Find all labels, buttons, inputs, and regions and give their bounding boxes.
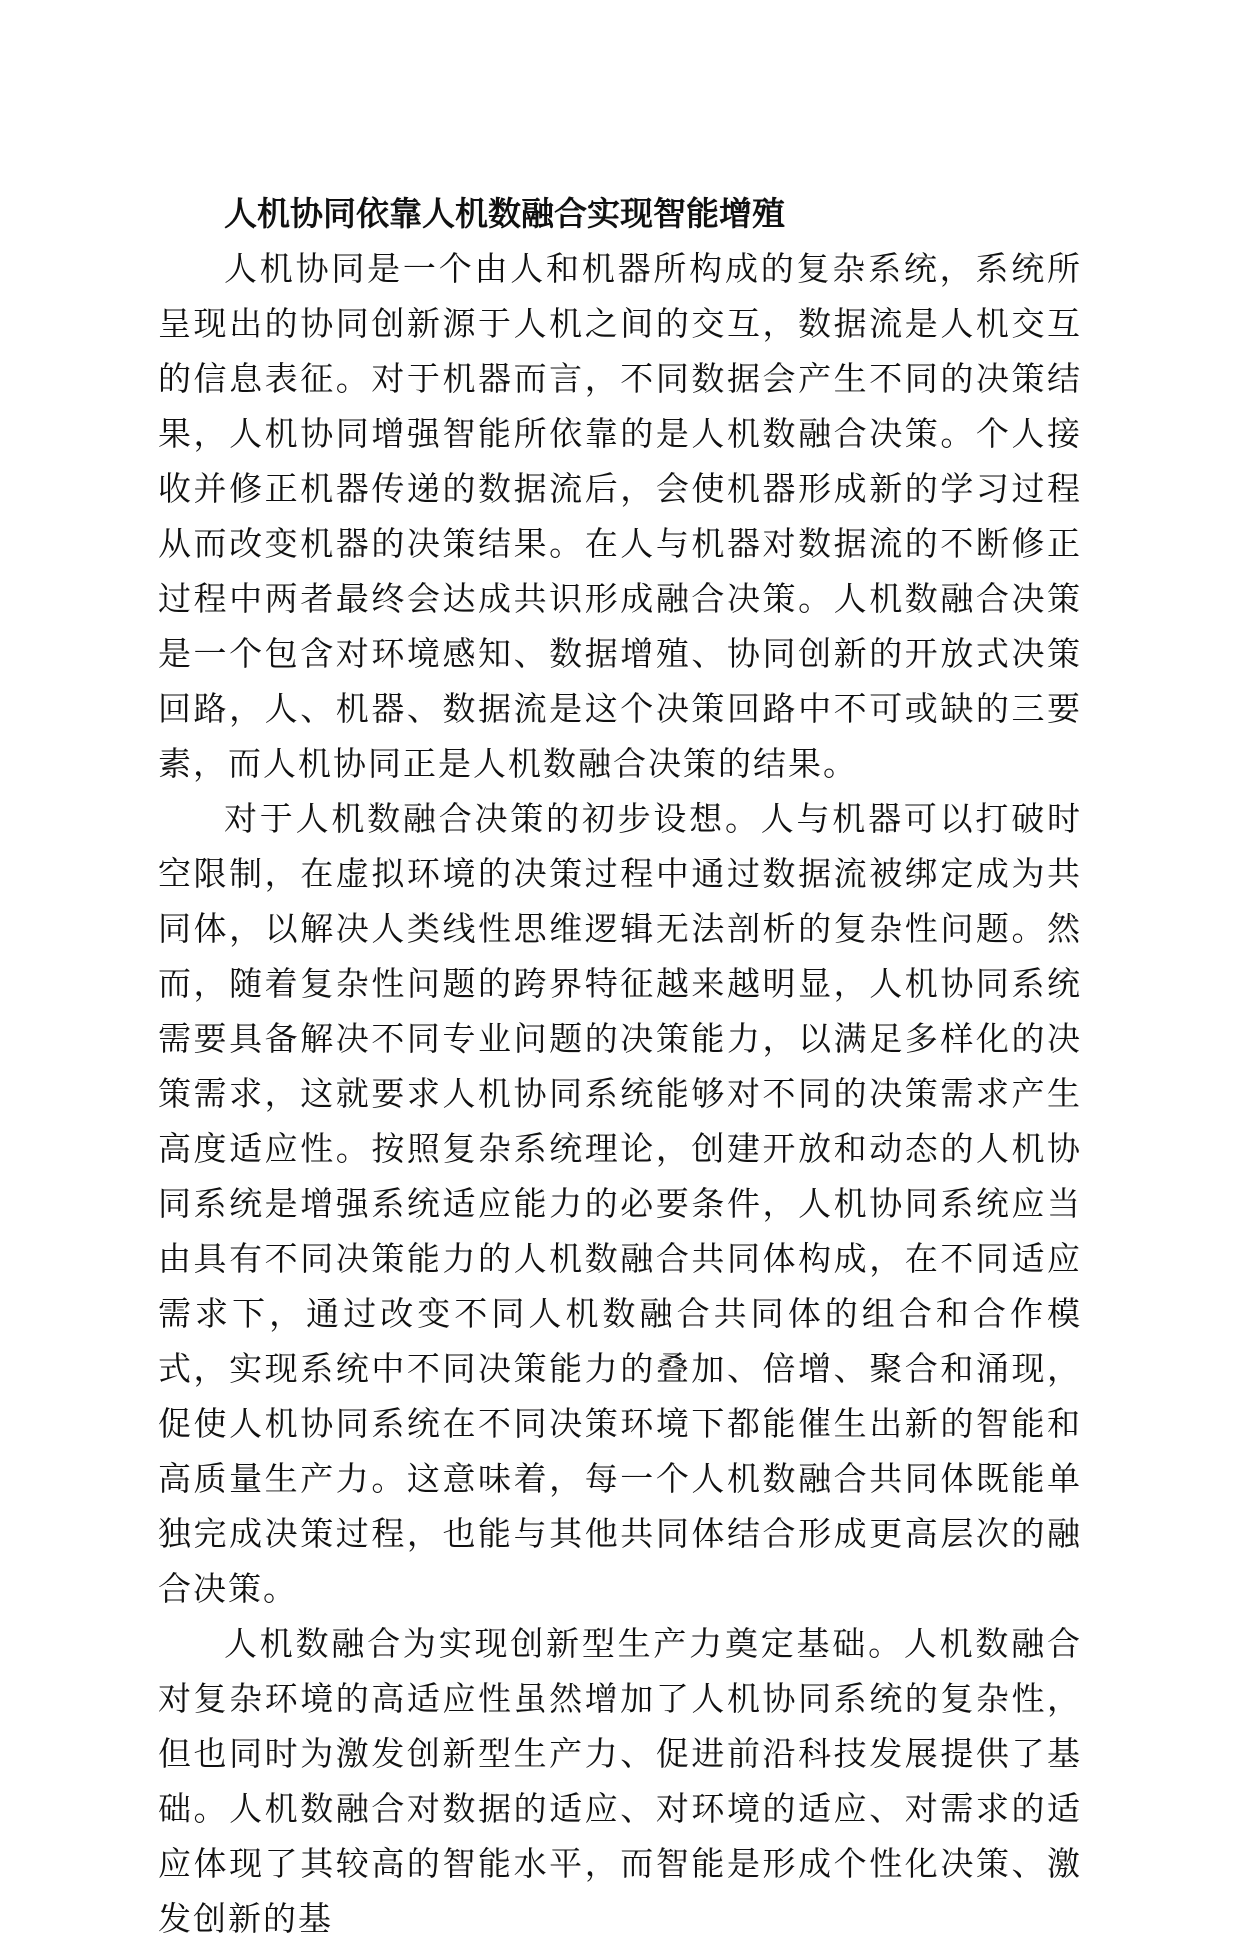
paragraph: 人机协同是一个由人和机器所构成的复杂系统，系统所呈现出的协同创新源于人机之间的交互，数据流是人机交互的信息表征。对于机器而言，不同数据会产生不同的决策结果，人机协同增强智能所依靠的是人机数融合决策。个人接收并修正机器传递的数据流后，会使机器形成新的学习过程从而改变机器的决策结果。在人与机器对数据流的不断修正过程中两者最终会达成共识形成融合决策。人机数融合决策是一个包含对环境感知、数据增殖、协同创新的开放式决策回路，人、机器、数据流是这个决策回路中不可或缺的三要素，而人机协同正是人机数融合决策的结果。 (158, 249, 1082, 783)
document-page (158, 186, 1082, 1946)
paragraph: 人机数融合为实现创新型生产力奠定基础。人机数融合对复杂环境的高适应性虽然增加了人机协同系统的复杂性，但也同时为激发创新型生产力、促进前沿科技发展提供了基础。人机数融合对数据的适应、对环境的适应、对需求的适应体现了其较高的智能水平，而智能是形成个性化决策、激发创新的基 (158, 1624, 1082, 1938)
section-heading: 人机协同依靠人机数融合实现智能增殖 (224, 194, 785, 233)
paragraph: 对于人机数融合决策的初步设想。人与机器可以打破时空限制，在虚拟环境的决策过程中通过数据流被绑定成为共同体，以解决人类线性思维逻辑无法剖析的复杂性问题。然而，随着复杂性问题的跨界特征越来越明显，人机协同系统需要具备解决不同专业问题的决策能力，以满足多样化的决策需求，这就要求人机协同系统能够对不同的决策需求产生高度适应性。按照复杂系统理论，创建开放和动态的人机协同系统是增强系统适应能力的必要条件，人机协同系统应当由具有不同决策能力的人机数融合共同体构成，在不同适应需求下，通过改变不同人机数融合共同体的组合和合作模式，实现系统中不同决策能力的叠加、倍增、聚合和涌现，促使人机协同系统在不同决策环境下都能催生出新的智能和高质量生产力。这意味着，每一个人机数融合共同体既能单独完成决策过程，也能与其他共同体结合形成更高层次的融合决策。 (158, 799, 1082, 1608)
